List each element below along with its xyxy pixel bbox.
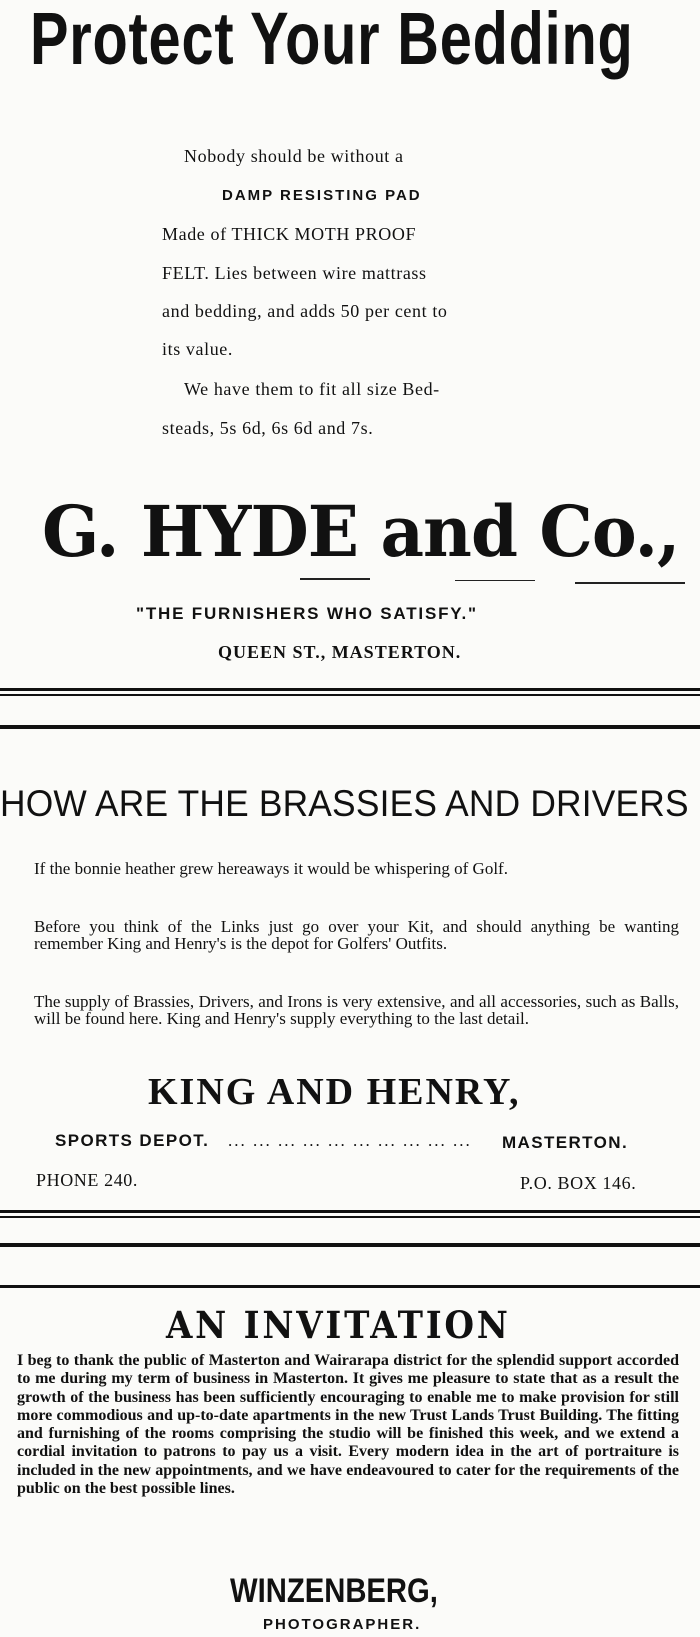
- golf-paragraph-1: If the bonnie heather grew hereaways it would be whispering of Golf.: [34, 859, 508, 878]
- hyde-slogan: "THE FURNISHERS WHO SATISFY.": [136, 604, 478, 623]
- bedding-product-name: DAMP RESISTING PAD: [222, 187, 422, 204]
- golf-paragraph-3: The supply of Brassies, Drivers, and Irons is very extensive, and all accessories, such as Balls, will be found here. King and Henry's supply everything to the last detail.: [34, 992, 679, 1028]
- winzenberg-title: PHOTOGRAPHER.: [263, 1616, 422, 1633]
- bedding-line-3: FELT. Lies between wire mattrass: [162, 263, 427, 283]
- golf-paragraph-2: Before you think of the Links just go over your Kit, and should anything be wanting remember King and Henry's is the depot for Golfers' Outfits.: [34, 917, 679, 953]
- winzenberg-name: WINZENBERG,: [230, 1572, 438, 1610]
- invitation-headline: AN INVITATION: [166, 1303, 511, 1347]
- section-rule: [0, 1285, 700, 1288]
- bedding-line-6: We have them to fit all size Bed-: [184, 379, 440, 399]
- invitation-body: I beg to thank the public of Masterton and Wairarapa district for the splendid support accorded to me during my term of business in Masterton. It gives me pleasure to state that as a result the growth of the business has been sufficiently encouraging to enable me to make provision for still more commodious and up-to-date apartments in the new Trust Lands Trust Building. The fitting and furnishing of the rooms comprising the studio will be finished this week, and we extend a cordial invitation to patrons to pay us a visit. Every modern idea in the art of portraiture is included in the new appointments, and we have endeavoured to cater for the requirements of the public on the best possible lines.: [17, 1352, 679, 1498]
- king-henry-company-name: KING AND HENRY,: [148, 1071, 521, 1113]
- section-rule: [0, 725, 700, 729]
- bedding-line-2: Made of THICK MOTH PROOF: [162, 224, 417, 244]
- king-henry-phone: PHONE 240.: [36, 1170, 139, 1190]
- section-rule: [0, 694, 700, 696]
- bedding-headline: Protect Your Bedding: [30, 0, 634, 80]
- section-rule: [0, 1243, 700, 1247]
- hyde-company-name: G. HYDE and Co.,: [42, 490, 680, 573]
- bedding-line-1: Nobody should be without a: [184, 146, 404, 166]
- sports-depot-label: SPORTS DEPOT.: [55, 1131, 210, 1150]
- section-rule: [0, 1210, 700, 1213]
- bedding-line-7: steads, 5s 6d, 6s 6d and 7s.: [162, 418, 374, 438]
- divider-dash: [300, 578, 370, 580]
- divider-dash: [575, 582, 685, 584]
- king-henry-town: MASTERTON.: [502, 1133, 629, 1152]
- hyde-address: QUEEN ST., MASTERTON.: [218, 642, 462, 662]
- section-rule: [0, 688, 700, 691]
- king-henry-po-box: P.O. BOX 146.: [520, 1173, 637, 1193]
- section-rule: [0, 1216, 700, 1218]
- golf-headline: HOW ARE THE BRASSIES AND DRIVERS: [0, 783, 689, 824]
- dot-leader: ... ... ... ... ... ... ... ... ... ...: [228, 1131, 472, 1150]
- bedding-line-4: and bedding, and adds 50 per cent to: [162, 301, 448, 321]
- bedding-line-5: its value.: [162, 339, 233, 359]
- divider-dash: [455, 580, 535, 581]
